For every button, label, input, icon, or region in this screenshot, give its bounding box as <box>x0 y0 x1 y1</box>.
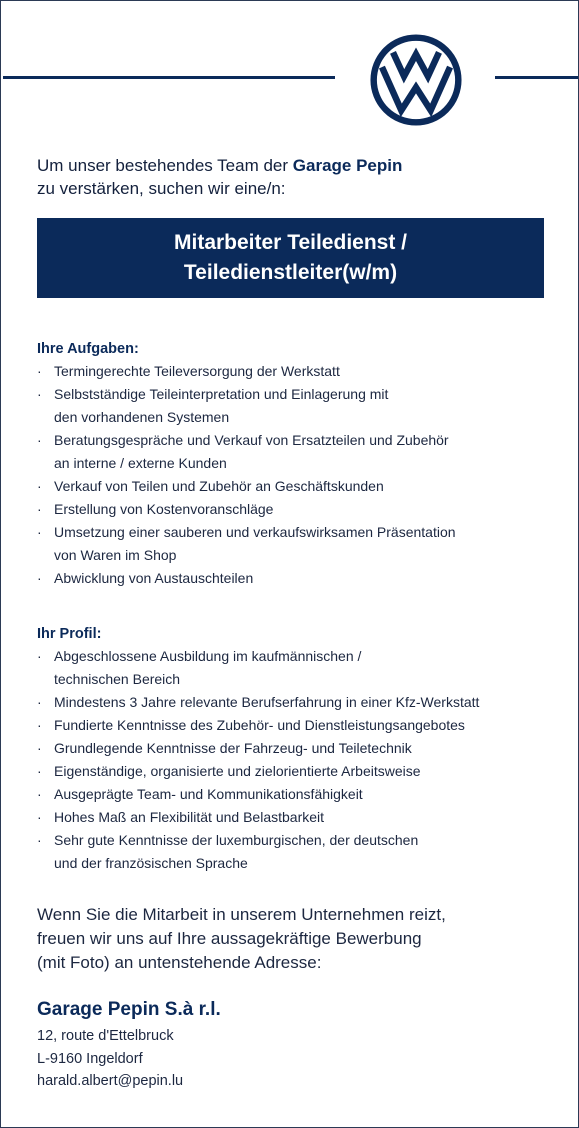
profile-item-5: · Eigenständige, organisierte und zielorientierte Arbeitsweise <box>37 760 479 783</box>
task-item-7: · Abwicklung von Austauschteilen <box>37 567 456 590</box>
tasks-list <box>37 360 456 590</box>
profile-item-2: · Mindestens 3 Jahre relevante Berufserfahrung in einer Kfz-Werkstatt <box>37 691 479 714</box>
intro-text <box>37 154 402 200</box>
contact-email-link[interactable]: harald.albert@pepin.lu <box>37 1073 184 1089</box>
header-rule-right <box>495 76 578 79</box>
profile-heading: Ihr Profil: <box>37 626 102 642</box>
task-item-4: · Verkauf von Teilen und Zubehör an Geschäftskunden <box>37 475 456 498</box>
closing-line3: (mit Foto) an untenstehende Adresse: <box>37 953 322 972</box>
task-item-2: · Selbstständige Teileinterpretation und Einlagerung mit den vorhandenen Systemen <box>37 383 456 429</box>
task-item-5: · Erstellung von Kostenvoranschläge <box>37 498 456 521</box>
company-name: Garage Pepin S.à r.l. <box>37 999 221 1020</box>
vw-logo-icon <box>370 34 462 126</box>
closing-line1: Wenn Sie die Mitarbeit in unserem Unternehmen reizt, <box>37 905 446 924</box>
address-street: 12, route d'Ettelbruck <box>37 1028 174 1044</box>
intro-line1-prefix: Um unser bestehendes Team der <box>37 156 293 175</box>
profile-item-3: · Fundierte Kenntnisse des Zubehör- und Dienstleistungsangebotes <box>37 714 479 737</box>
intro-line2: zu verstärken, suchen wir eine/n: <box>37 179 286 198</box>
profile-item-6: · Ausgeprägte Team- und Kommunikationsfähigkeit <box>37 783 479 806</box>
tasks-heading: Ihre Aufgaben: <box>37 341 139 357</box>
address-city: L-9160 Ingeldorf <box>37 1050 143 1067</box>
closing-line2: freuen wir uns auf Ihre aussagekräftige Bewerbung <box>37 929 422 948</box>
profile-item-8: · Sehr gute Kenntnisse der luxemburgischen, der deutschen und der französischen Sprache <box>37 829 479 875</box>
job-title-line2: Teiledienstleiter(w/m) <box>183 261 398 284</box>
job-title-line1: Mitarbeiter Teiledienst / <box>174 231 407 254</box>
header-rule-left <box>3 76 335 79</box>
profile-item-4: · Grundlegende Kenntnisse der Fahrzeug- und Teiletechnik <box>37 737 479 760</box>
task-item-3: · Beratungsgespräche und Verkauf von Ersatzteilen und Zubehör an interne / externe Kunden <box>37 429 456 475</box>
intro-company-name: Garage Pepin <box>292 156 403 175</box>
profile-list <box>37 645 479 875</box>
closing-text <box>37 903 446 975</box>
profile-item-1: · Abgeschlossene Ausbildung im kaufmännischen / technischen Bereich <box>37 645 479 691</box>
profile-item-7: · Hohes Maß an Flexibilität und Belastbarkeit <box>37 806 479 829</box>
task-item-1: · Termingerechte Teileversorgung der Werkstatt <box>37 360 456 383</box>
task-item-6: · Umsetzung einer sauberen und verkaufswirksamen Präsentation von Waren im Shop <box>37 521 456 567</box>
address-block <box>37 1025 183 1093</box>
job-title-banner <box>37 218 544 298</box>
